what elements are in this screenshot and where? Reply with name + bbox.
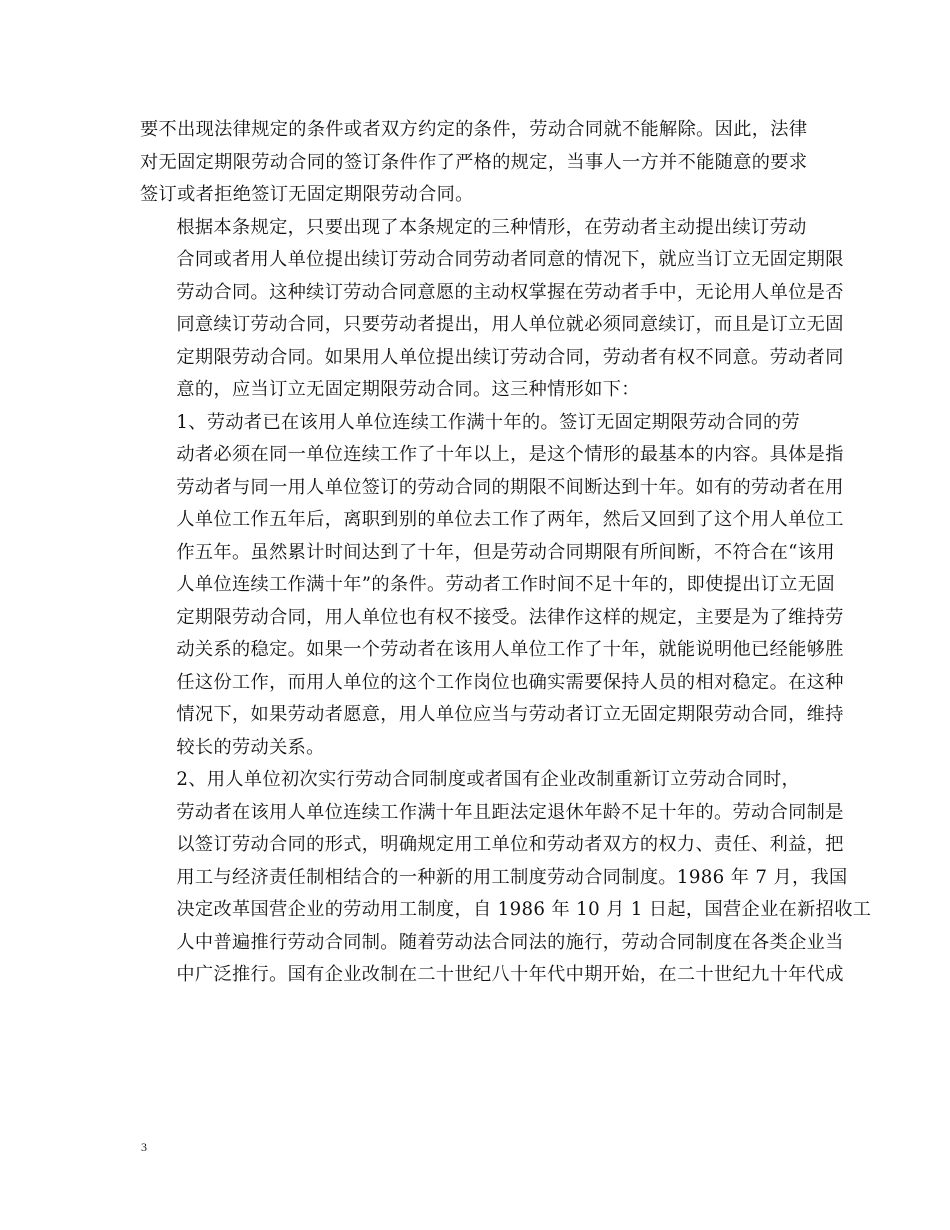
text-line: 签订或者拒绝签订无固定期限劳动合同。 <box>140 184 474 205</box>
text-line: 劳动者与同一用人单位签订的劳动合同的期限不间断达到十年。如有的劳动者在用 <box>176 476 844 498</box>
text-line: 定期限劳动合同。如果用人单位提出续订劳动合同，劳动者有权不同意。劳动者同 <box>176 346 844 368</box>
text-line: 动者必须在同一单位连续工作了十年以上，是这个情形的最基本的内容。具体是指 <box>176 444 844 465</box>
text-line: 情况下，如果劳动者愿意，用人单位应当与劳动者订立无固定期限劳动合同，维持 <box>176 704 844 725</box>
document-body <box>140 114 872 992</box>
text-line: 根据本条规定，只要出现了本条规定的三种情形，在劳动者主动提出续订劳动 <box>176 216 807 238</box>
text-line: 同意续订劳动合同，只要劳动者提出，用人单位就必须同意续订，而且是订立无固 <box>176 314 844 335</box>
text-line: 人单位连续工作满十年”的条件。劳动者工作时间不足十年的，即使提出订立无固 <box>176 574 835 595</box>
paragraph <box>140 764 872 992</box>
text-line: 人中普遍推行劳动合同制。随着劳动法合同法的施行，劳动合同制度在各类企业当 <box>176 931 844 953</box>
text-line: 劳动合同。这种续订劳动合同意愿的主动权掌握在劳动者手中，无论用人单位是否 <box>176 281 844 303</box>
text-line: 作五年。虽然累计时间达到了十年，但是劳动合同期限有所间断，不符合在“该用 <box>176 541 835 563</box>
text-line: 以签订劳动合同的形式，明确规定用工单位和劳动者双方的权力、责任、利益，把 <box>176 834 844 855</box>
text-line: 意的，应当订立无固定期限劳动合同。这三种情形如下： <box>176 379 640 400</box>
text-line: 劳动者在该用人单位连续工作满十年且距法定退休年龄不足十年的。劳动合同制是 <box>176 801 844 823</box>
text-line: 合同或者用人单位提出续订劳动合同劳动者同意的情况下，就应当订立无固定期限 <box>176 249 844 270</box>
text-line: 要不出现法律规定的条件或者双方约定的条件，劳动合同就不能解除。因此，法律 <box>140 119 808 140</box>
paragraph <box>140 114 810 212</box>
text-line: 2、用人单位初次实行劳动合同制度或者国有企业改制重新订立劳动合同时， <box>176 769 801 790</box>
text-line: 1、劳动者已在该用人单位连续工作满十年的。签订无固定期限劳动合同的劳 <box>176 411 801 433</box>
text-line: 较长的劳动关系。 <box>176 736 325 758</box>
text-line: 人单位工作五年后，离职到别的单位去工作了两年，然后又回到了这个用人单位工 <box>176 509 844 530</box>
text-line: 中广泛推行。国有企业改制在二十世纪八十年代中期开始，在二十世纪九十年代成 <box>176 964 844 985</box>
text-line: 对无固定期限劳动合同的签订条件作了严格的规定，当事人一方并不能随意的要求 <box>140 151 808 173</box>
text-line: 任这份工作，而用人单位的这个工作岗位也确实需要保持人员的相对稳定。在这种 <box>176 671 844 693</box>
paragraph <box>140 212 844 407</box>
text-line: 用工与经济责任制相结合的一种新的用工制度劳动合同制度。1986 年 7 月，我国 <box>176 866 848 888</box>
text-line: 定期限劳动合同，用人单位也有权不接受。法律作这样的规定，主要是为了维持劳 <box>176 606 844 628</box>
text-line: 决定改革国营企业的劳动用工制度，自 1986 年 10 月 1 日起，国营企业在新招收工 <box>176 899 872 920</box>
text-line: 动关系的稳定。如果一个劳动者在该用人单位工作了十年，就能说明他已经能够胜 <box>176 639 844 660</box>
page-number: 3 <box>141 1140 147 1154</box>
paragraph <box>140 407 844 765</box>
